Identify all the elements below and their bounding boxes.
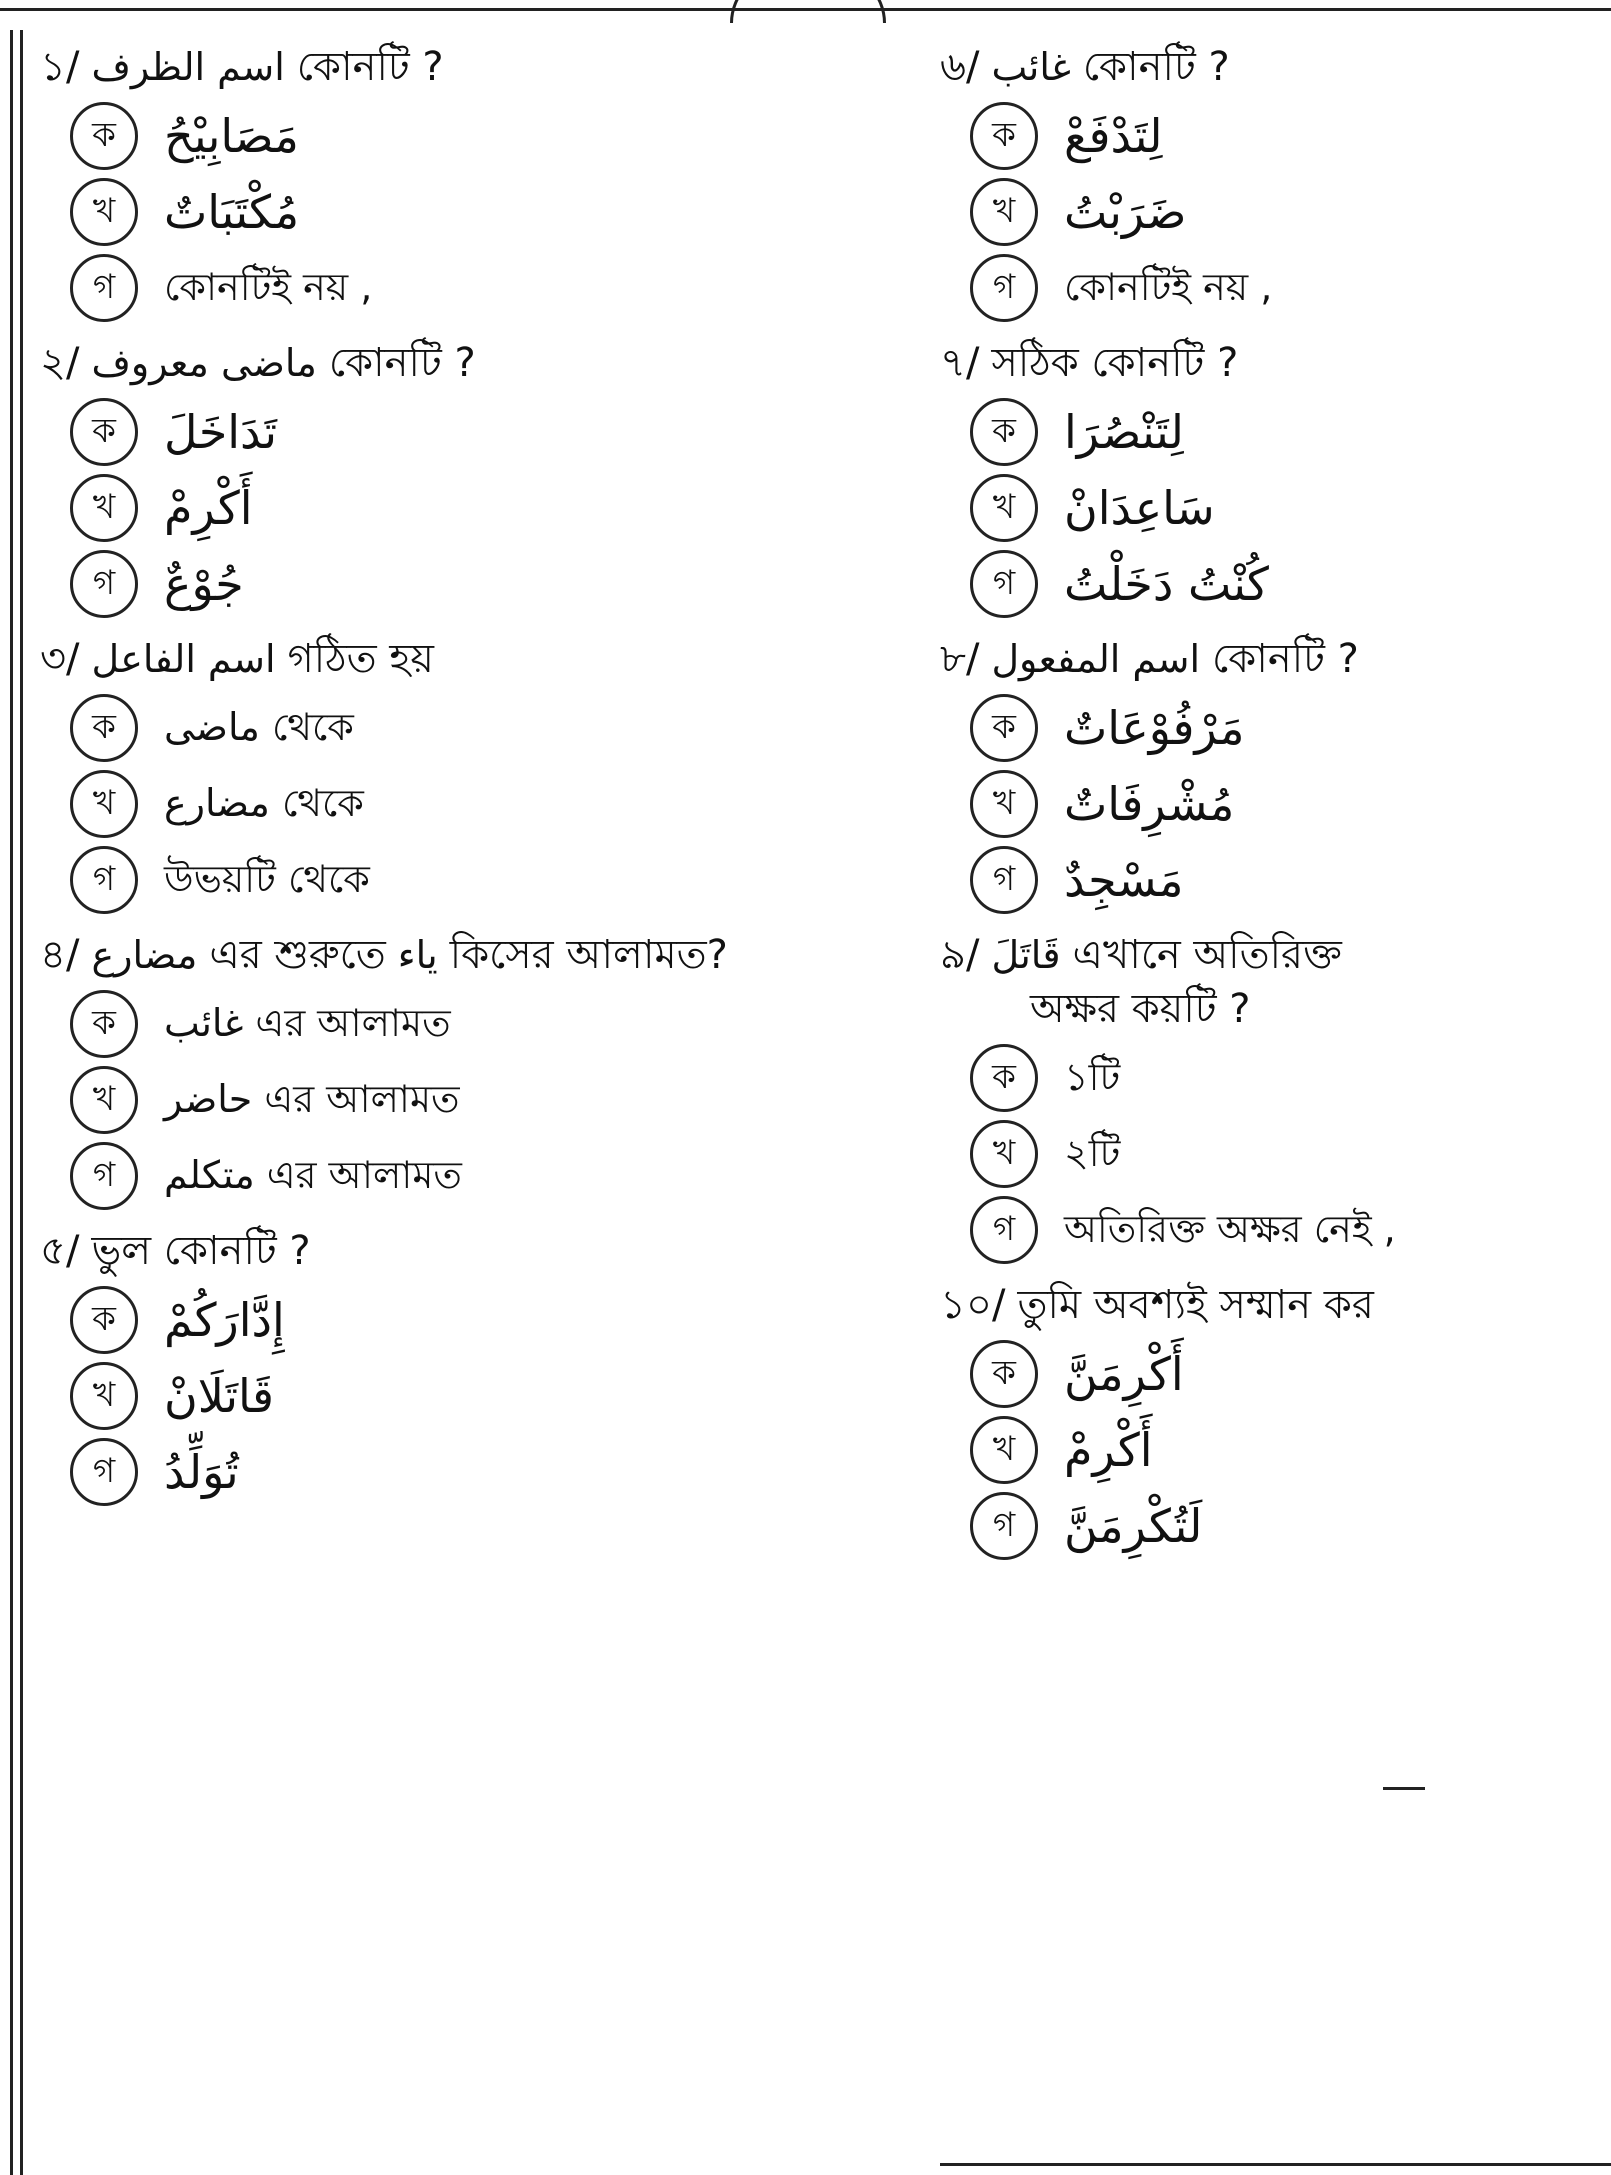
question-text: এর শুরুতে xyxy=(209,932,386,978)
option-text: تَدَاخَلَ xyxy=(164,404,278,459)
question-arabic-term: الفاعل xyxy=(91,637,196,681)
option-list xyxy=(970,102,1600,322)
question-arabic-term: مضارع xyxy=(91,933,198,977)
question-২ xyxy=(40,336,920,618)
answer-option xyxy=(70,178,920,246)
question-text: কিসের আলামত? xyxy=(449,932,728,978)
option-marker: খ xyxy=(70,474,138,542)
option-text: متكلم এর আলামত xyxy=(164,1153,462,1198)
option-list xyxy=(970,1044,1600,1264)
option-marker: গ xyxy=(70,1142,138,1210)
answer-option xyxy=(970,474,1600,542)
option-marker: গ xyxy=(970,1196,1038,1264)
question-heading xyxy=(40,336,920,390)
answer-option xyxy=(970,178,1600,246)
answer-option xyxy=(70,1142,920,1210)
option-marker: খ xyxy=(70,1362,138,1430)
question-number: ১০/ xyxy=(940,1282,1006,1328)
answer-option xyxy=(970,1492,1600,1560)
option-marker: ক xyxy=(970,398,1038,466)
option-text: অতিরিক্ত অক্ষর নেই , xyxy=(1064,1207,1396,1252)
option-text: جُوْعٌ xyxy=(164,556,244,611)
option-text: مَرْفُوْعَاتٌ xyxy=(1064,700,1245,755)
question-arabic-term: اسم xyxy=(217,45,285,89)
question-৫ xyxy=(40,1224,920,1506)
option-marker: ক xyxy=(970,1340,1038,1408)
option-text: কোনটিই নয় , xyxy=(1064,265,1273,310)
right-question-column xyxy=(940,40,1600,1574)
option-list xyxy=(970,694,1600,914)
question-arabic-term: المفعول xyxy=(991,637,1121,681)
question-৯ xyxy=(940,928,1600,1264)
option-marker: খ xyxy=(70,178,138,246)
option-text: ২টি xyxy=(1064,1131,1121,1176)
left-margin-line xyxy=(10,30,13,2175)
answer-option xyxy=(70,770,920,838)
answer-option xyxy=(970,1196,1600,1264)
question-number: ৭/ xyxy=(940,340,980,386)
option-list xyxy=(970,398,1600,618)
answer-option xyxy=(970,102,1600,170)
question-text: কোনটি ? xyxy=(1212,636,1359,682)
option-marker: ক xyxy=(70,102,138,170)
question-heading xyxy=(40,40,920,94)
answer-option xyxy=(70,254,920,322)
option-list xyxy=(70,398,920,618)
option-marker: খ xyxy=(970,178,1038,246)
option-marker: গ xyxy=(70,254,138,322)
question-text: কোনটি ? xyxy=(1082,44,1230,90)
option-text: إِدَّارَكُمْ xyxy=(164,1292,285,1347)
answer-option xyxy=(70,990,920,1058)
option-list xyxy=(70,694,920,914)
question-text: তুমি অবশ্যই সম্মান কর xyxy=(1017,1282,1374,1328)
option-list xyxy=(70,1286,920,1506)
answer-option xyxy=(70,1438,920,1506)
answer-option xyxy=(70,1362,920,1430)
answer-option xyxy=(970,1120,1600,1188)
question-heading xyxy=(40,1224,920,1278)
question-১ xyxy=(40,40,920,322)
option-marker: খ xyxy=(970,1416,1038,1484)
answer-option xyxy=(70,550,920,618)
answer-option xyxy=(70,694,920,762)
question-arabic-term: اسم xyxy=(1132,637,1201,681)
option-marker: ক xyxy=(970,102,1038,170)
question-৪ xyxy=(40,928,920,1210)
option-marker: গ xyxy=(70,1438,138,1506)
question-heading xyxy=(40,928,920,982)
option-marker: গ xyxy=(970,550,1038,618)
question-text: সঠিক কোনটি ? xyxy=(991,340,1239,386)
option-marker: গ xyxy=(70,846,138,914)
question-heading xyxy=(940,1278,1600,1332)
option-text: لِتَدْفَعْ xyxy=(1064,108,1163,163)
option-text: ১টি xyxy=(1064,1055,1121,1100)
question-number: ৪/ xyxy=(40,932,80,978)
option-text: কোনটিই নয় , xyxy=(164,265,373,310)
option-marker: খ xyxy=(970,770,1038,838)
option-text: ماضى থেকে xyxy=(164,705,354,750)
option-text: قَاتَلَانْ xyxy=(164,1368,275,1423)
answer-option xyxy=(970,846,1600,914)
option-marker: ক xyxy=(70,398,138,466)
question-৭ xyxy=(940,336,1600,618)
answer-option xyxy=(70,474,920,542)
question-৮ xyxy=(940,632,1600,914)
stray-pen-mark xyxy=(1383,1787,1425,1790)
question-heading xyxy=(940,336,1600,390)
question-number: ৫/ xyxy=(40,1228,80,1274)
option-marker: গ xyxy=(970,846,1038,914)
option-text: لِتَنْصُرَا xyxy=(1064,404,1184,459)
answer-option xyxy=(70,1066,920,1134)
option-text: أَكْرِمْ xyxy=(164,480,253,535)
option-list xyxy=(70,102,920,322)
option-text: سَاعِدَانْ xyxy=(1064,480,1215,535)
answer-option xyxy=(70,398,920,466)
question-text: এখানে অতিরিক্ত xyxy=(1072,932,1342,978)
option-list xyxy=(70,990,920,1210)
option-text: حاضر এর আলামত xyxy=(164,1077,460,1122)
option-marker: গ xyxy=(70,550,138,618)
question-৩ xyxy=(40,632,920,914)
question-number: ৩/ xyxy=(40,636,80,682)
left-question-column xyxy=(40,40,920,1520)
answer-option xyxy=(970,694,1600,762)
option-marker: ক xyxy=(70,990,138,1058)
option-marker: খ xyxy=(970,474,1038,542)
question-number: ৯/ xyxy=(940,932,980,978)
answer-option xyxy=(70,1286,920,1354)
question-text: কোনটি ? xyxy=(296,44,444,90)
question-text: ভুল কোনটি ? xyxy=(91,1228,311,1274)
answer-option xyxy=(970,550,1600,618)
question-arabic-term: ياء xyxy=(397,933,438,977)
question-text: কোনটি ? xyxy=(328,340,476,386)
question-text: গঠিত হয় xyxy=(287,636,434,682)
option-text: مَصَابِيْحُ xyxy=(164,108,299,163)
option-marker: ক xyxy=(70,1286,138,1354)
option-text: تُوَلِّدُ xyxy=(164,1444,239,1499)
question-arabic-term: غائب xyxy=(991,45,1071,89)
question-arabic-term: قَاتَلَ xyxy=(991,933,1061,977)
question-heading xyxy=(940,40,1600,94)
option-text: غائب এর আলামত xyxy=(164,1001,451,1046)
option-text: لَتُكْرِمَنَّ xyxy=(1064,1498,1203,1553)
answer-option xyxy=(970,254,1600,322)
question-arabic-term: الظرف xyxy=(91,45,206,89)
question-৬ xyxy=(940,40,1600,322)
answer-option xyxy=(970,1340,1600,1408)
question-arabic-term: ماضى معروف xyxy=(91,341,317,385)
question-text-continued: অক্ষর কয়টি ? xyxy=(1030,986,1251,1032)
answer-option xyxy=(970,1416,1600,1484)
option-marker: গ xyxy=(970,1492,1038,1560)
option-marker: গ xyxy=(970,254,1038,322)
answer-option xyxy=(970,1044,1600,1112)
option-marker: খ xyxy=(70,770,138,838)
option-text: كُنْتُ دَخَلْتُ xyxy=(1064,556,1269,611)
answer-option xyxy=(70,846,920,914)
bottom-border-line xyxy=(940,2163,1611,2166)
option-text: أَكْرِمْ xyxy=(1064,1422,1153,1477)
option-marker: ক xyxy=(970,694,1038,762)
answer-option xyxy=(970,398,1600,466)
option-marker: ক xyxy=(70,694,138,762)
left-margin-line xyxy=(20,30,23,2175)
question-heading xyxy=(940,928,1600,982)
option-text: أَكْرِمَنَّ xyxy=(1064,1346,1184,1401)
option-list xyxy=(970,1340,1600,1560)
option-marker: খ xyxy=(970,1120,1038,1188)
question-number: ৬/ xyxy=(940,44,980,90)
answer-option xyxy=(70,102,920,170)
option-text: مضارع থেকে xyxy=(164,781,364,826)
option-marker: খ xyxy=(70,1066,138,1134)
question-arabic-term: اسم xyxy=(207,637,276,681)
option-text: উভয়টি থেকে xyxy=(164,857,370,902)
top-arc-mark xyxy=(730,0,886,23)
answer-option xyxy=(970,770,1600,838)
option-text: مُكْتَبَاتٌ xyxy=(164,184,300,239)
option-marker: ক xyxy=(970,1044,1038,1112)
option-text: مَسْجِدٌ xyxy=(1064,852,1184,907)
question-১০ xyxy=(940,1278,1600,1560)
question-heading xyxy=(940,632,1600,686)
option-text: مُشْرِفَاتٌ xyxy=(1064,776,1235,831)
question-number: ৮/ xyxy=(940,636,980,682)
question-number: ২/ xyxy=(40,340,80,386)
question-heading xyxy=(40,632,920,686)
option-text: ضَرَبْتُ xyxy=(1064,184,1187,239)
question-number: ১/ xyxy=(40,44,80,90)
